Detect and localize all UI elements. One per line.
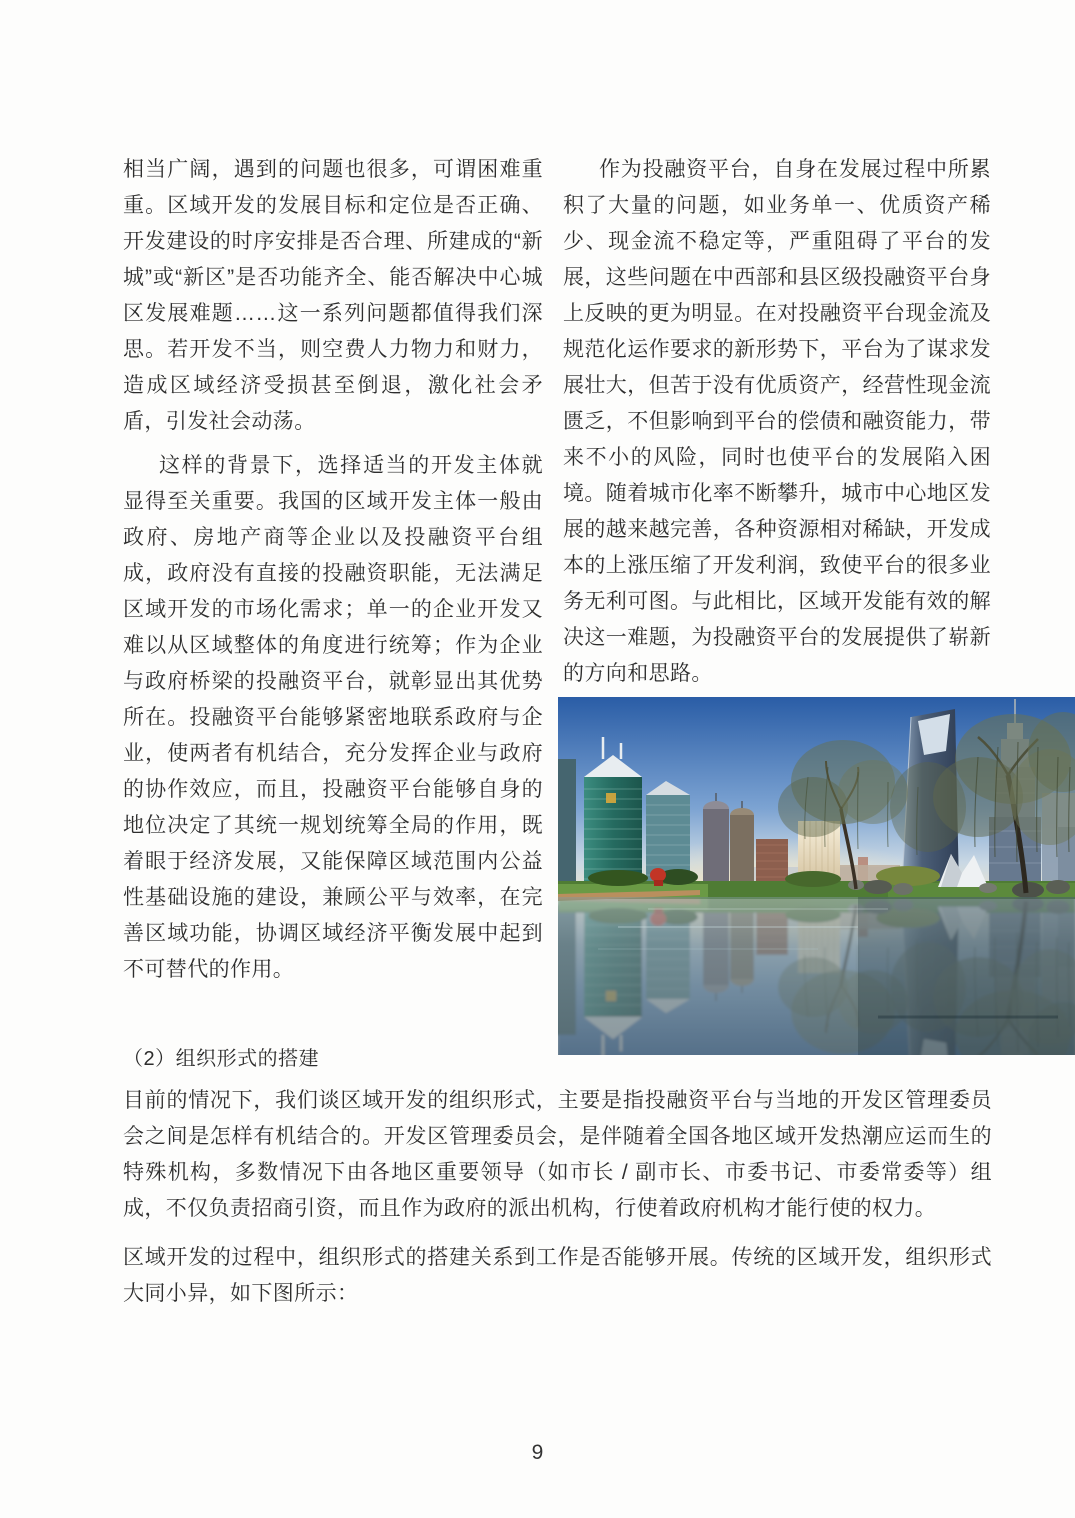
section-heading: （2）组织形式的搭建 [123, 1048, 320, 1070]
page-number: 9 [531, 1441, 544, 1464]
skyline-photo [558, 697, 1075, 1055]
paragraph: 相当广阔，遇到的问题也很多，可谓困难重重。区域开发的发展目标和定位是否正确、开发建设的时序安排是否合理、所建成的“新城”或“新区”是否功能齐全、能否解决中心城区发展难题……这一系列问题都值得我们深思。若开发不当，则空费人力物力和财力，造成区域经济受损甚至倒退，激化社会矛盾，引发社会动荡。 [123, 158, 543, 433]
left-text-column [123, 152, 543, 988]
right-text-column [563, 152, 991, 692]
paragraph: 作为投融资平台，自身在发展过程中所累积了大量的问题，如业务单一、优质资产稀少、现金流不稳定等，严重阻碍了平台的发展，这些问题在中西部和县区级投融资平台身上反映的更为明显。在对投融资平台现金流及规范化运作要求的新形势下，平台为了谋求发展壮大，但苦于没有优质资产，经营性现金流匮乏，不但影响到平台的偿债和融资能力，带来不小的风险，同时也使平台的发展陷入困境。随着城市化率不断攀升，城市中心地区发展的越来越完善，各种资源相对稀缺，开发成本的上涨压缩了开发利润，致使平台的很多业务无利可图。与此相比，区域开发能有效的解决这一难题，为投融资平台的发展提供了崭新的方向和思路。 [563, 158, 991, 685]
paragraph: 目前的情况下，我们谈区域开发的组织形式，主要是指投融资平台与当地的开发区管理委员会之间是怎样有机结合的。开发区管理委员会，是伴随着全国各地区域开发热潮应运而生的特殊机构，多数情况下由各地区重要领导（如市长 / 副市长、市委书记、市委常委等）组成，不仅负责招商引资，而且作为政府的派出机构，行使着政府机构才能行使的权力。 [123, 1089, 992, 1220]
paragraph: 区域开发的过程中，组织形式的搭建关系到工作是否能够开展。传统的区域开发，组织形式大同小异，如下图所示： [123, 1246, 992, 1305]
paragraph: 这样的背景下，选择适当的开发主体就显得至关重要。我国的区域开发主体一般由政府、房地产商等企业以及投融资平台组成，政府没有直接的投融资职能，无法满足区域开发的市场化需求；单一的企业开发又难以从区域整体的角度进行统筹；作为企业与政府桥梁的投融资平台，就彰显出其优势所在。投融资平台能够紧密地联系政府与企业，使两者有机结合，充分发挥企业与政府的协作效应，而且，投融资平台能够自身的地位决定了其统一规划统筹全局的作用，既着眼于经济发展，又能保障区域范围内公益性基础设施的建设，兼顾公平与效率，在完善区域功能，协调区域经济平衡发展中起到不可替代的作用。 [123, 454, 543, 981]
